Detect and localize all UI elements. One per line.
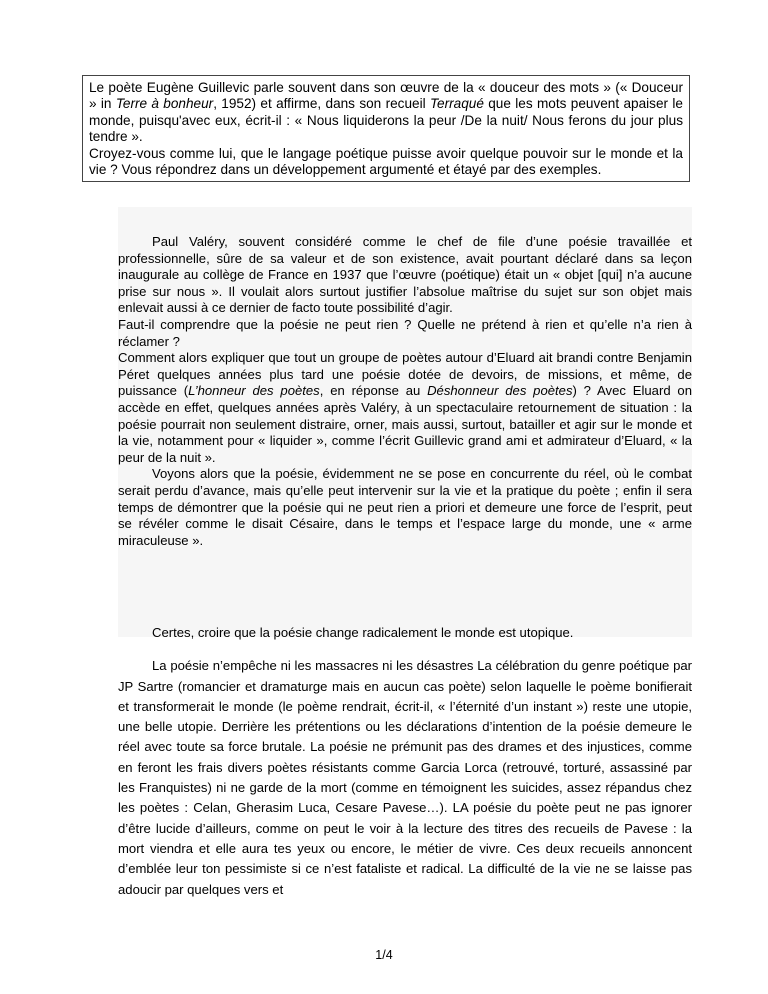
book-title: L’honneur des poètes <box>188 383 320 399</box>
intro-paragraph-4: Voyons alors que la poésie, évidemment ne se pose en concurrente du réel, où le combat serait perdu d’avance, mais qu’elle peut intervenir sur la vie et la pratique du poète ; enfin il sera temps de démontrer que la poésie qui ne peut rien a priori et demeure une force de l’esprit, peut se révéler comme le disait Césaire, dans le temps et l’espace large du monde, une « arme miraculeuse ». <box>118 466 692 548</box>
intro-text: ) ? Avec Eluard on accède en effet, quelques années après Valéry, à un spectaculaire retournement de situation : la poésie pourrait non seulement distraire, orner, mais aussi, surtout, batailler et agir sur le monde et la vie, notamment pour « liquider », comme l’écrit Guillevic grand ami et admirateur d’Eluard, « la peur de la nuit ». <box>118 383 692 465</box>
introduction <box>118 234 692 549</box>
book-title: Déshonneur des poètes <box>427 383 573 399</box>
prompt-text: Le poète Eugène Guillevic parle souvent dans son œuvre de la « douceur des mots » (« Douceur » in <box>89 80 683 112</box>
book-title: Terre à bonheur <box>115 96 214 112</box>
intro-paragraph-3 <box>118 350 692 466</box>
section-heading: Certes, croire que la poésie change radicalement le monde est utopique. <box>152 625 574 640</box>
essay-prompt-box <box>82 75 690 182</box>
development <box>118 623 692 900</box>
prompt-paragraph-2: Croyez-vous comme lui, que le langage poétique puisse avoir quelque pouvoir sur le monde et la vie ? Vous répondrez dans un développement argumenté et étayé par des exemples. <box>89 145 683 178</box>
body-paragraph-1: La poésie n’empêche ni les massacres ni les désastres La célébration du genre poétique par JP Sartre (romancier et dramaturge mais en aucun cas poète) selon laquelle le poème bonifierait et transformerait le monde (le poème rendrait, écrit-il, « l’éternité d’un instant ») reste une utopie, une belle utopie. Derrière les prétentions ou les déclarations d’intention de la poésie demeure le réel avec toute sa force brutale. La poésie ne prémunit pas des drames et des injustices, comme en feront les frais divers poètes résistants comme Garcia Lorca (retrouvé, torturé, assassiné par les Franquistes) ni ne garde de la mort (comme en témoignent les suicides, assez répandus chez les poètes : Celan, Gherasim Luca, Cesare Pavese…). LA poésie du poète peut ne pas ignorer d’être lucide d’ailleurs, comme on peut le voir à la lecture des titres des recueils de Pavese : la mort viendra et elle aura tes yeux ou encore, le métier de vivre. Ces deux recueils annoncent d’emblée leur ton pessimiste si ce n’est fataliste et radical. La difficulté de la vie ne se laisse pas adoucir par quelques vers et <box>118 658 692 897</box>
prompt-paragraph-1 <box>89 80 683 146</box>
page-number: 1/4 <box>375 948 393 962</box>
intro-paragraph-1: Paul Valéry, souvent considéré comme le chef de file d’une poésie travaillée et professionnelle, sûre de sa valeur et de son existence, avait pourtant déclaré dans sa leçon inaugurale au collège de France en 1937 que l’œuvre (poétique) était un « objet [qui] n’a aucune prise sur nous ». Il voulait alors surtout justifier l’absolue maîtrise du sujet sur son objet mais enlevait aussi à ce dernier de facto toute possibilité d’agir. <box>118 234 692 316</box>
intro-paragraph-2: Faut-il comprendre que la poésie ne peut rien ? Quelle ne prétend à rien et qu’elle n’a rien à réclamer ? <box>118 316 692 349</box>
intro-text: Comment alors expliquer que tout un groupe de poètes autour d’Eluard ait brandi contre Benjamin Péret quelques années plus tard une poésie dotée de devoirs, de missions, et même, de puissance ( <box>118 350 692 399</box>
prompt-text: , 1952) et affirme, dans son recueil <box>213 96 430 112</box>
book-title: Terraqué <box>429 96 484 112</box>
prompt-text: que les mots peuvent apaiser le monde, puisqu'avec eux, écrit-il : « Nous liquiderons la peur /De la nuit/ Nous ferons du jour plus tendre ». <box>89 96 683 145</box>
intro-text: , en réponse au <box>319 383 428 399</box>
